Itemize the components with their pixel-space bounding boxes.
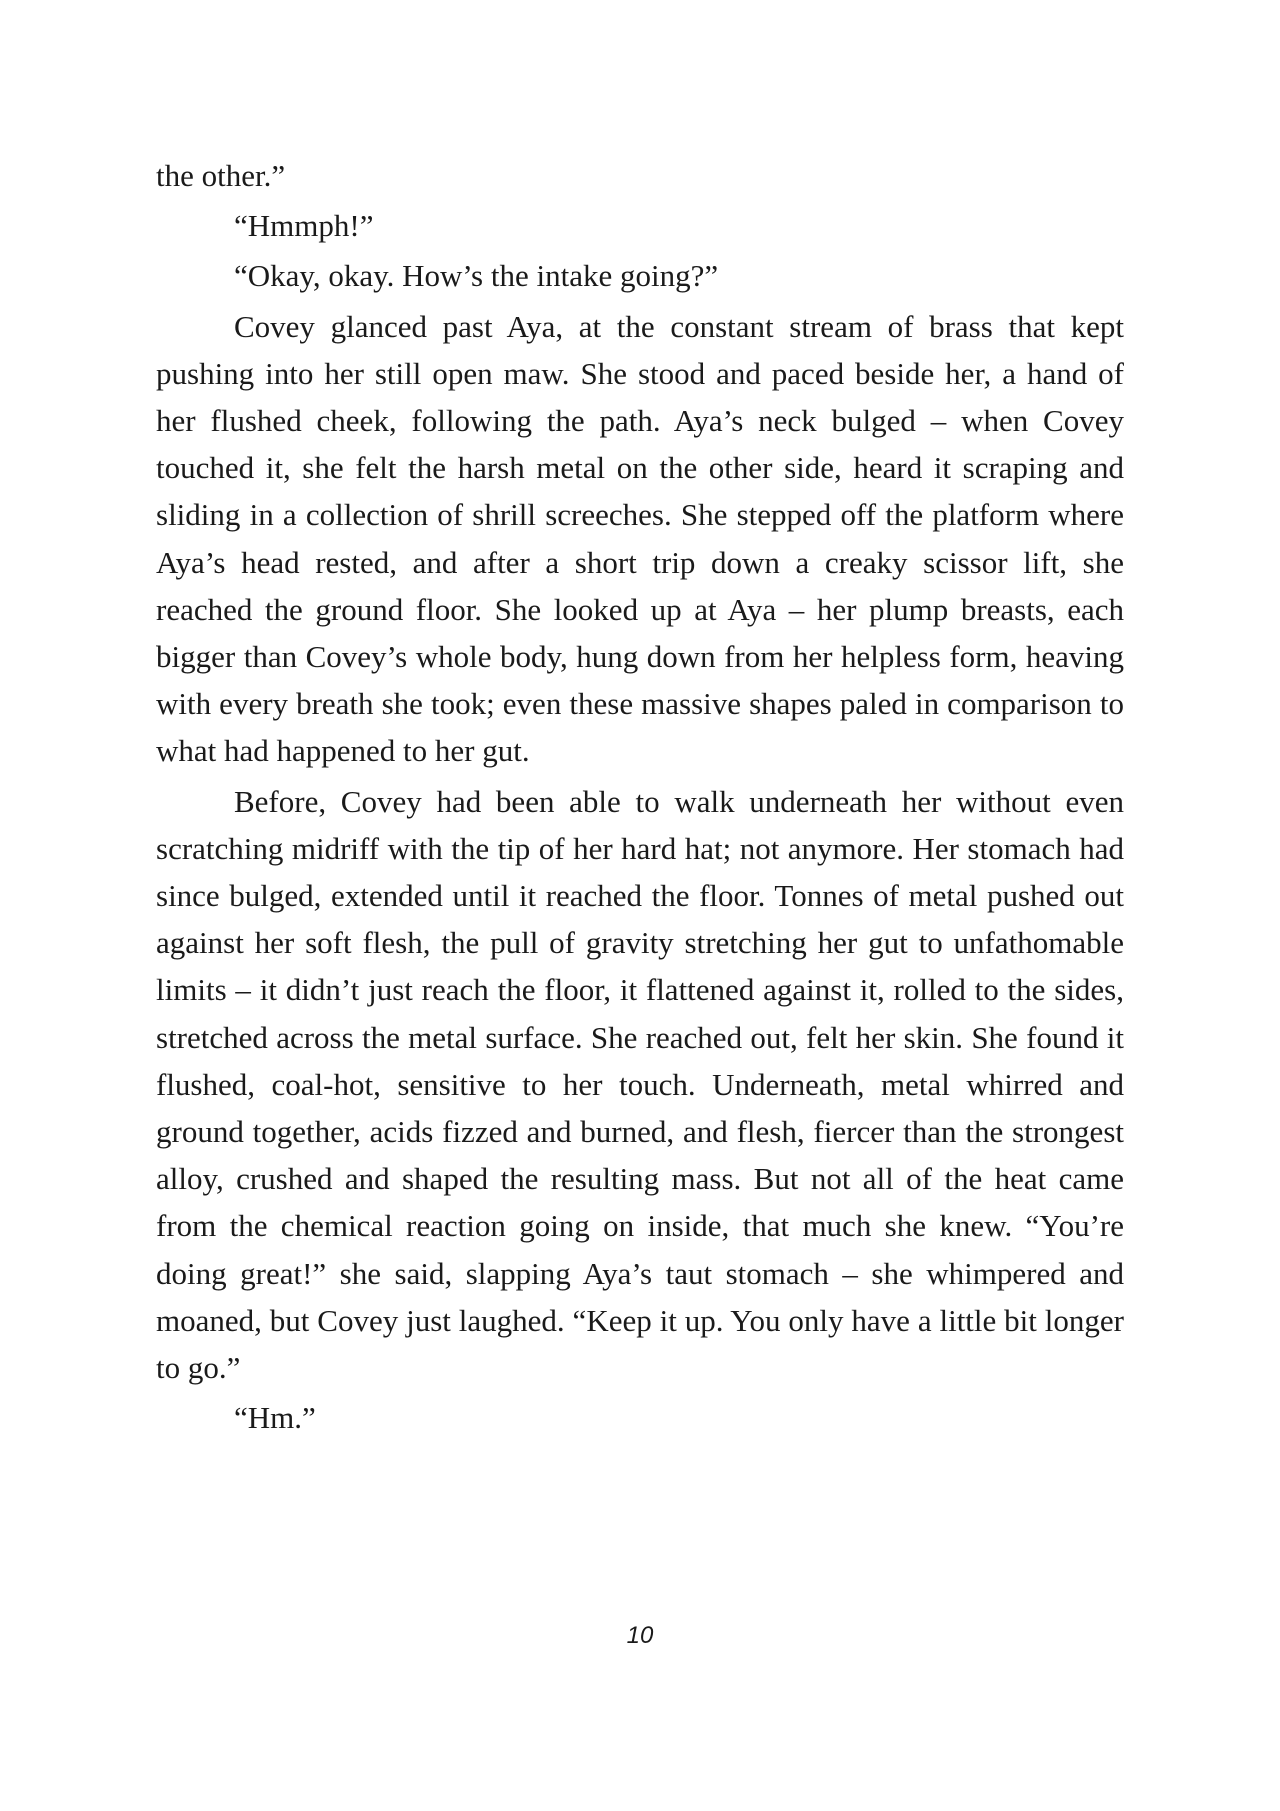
paragraph-before-covey: Before, Covey had been able to walk underneath her without even scratching midriff with the tip of her hard hat; not anymore. Her stomach had since bulged, extended until it reached the floor. Tonnes of metal pushed out against her soft flesh, the pull of gravity stretching her gut to unfathomable limits – it didn’t just reach the floor, it flattened against it, rolled to the sides, stretched across the metal surface. She reached out, felt her skin. She found it flushed, coal-hot, sensitive to her touch. Underneath, metal whirred and ground together, acids fizzed and burned, and flesh, fiercer than the strongest alloy, crushed and shaped the resulting mass. But not all of the heat came from the chemical reaction going on inside, that much she knew. “You’re doing great!” she said, slapping Aya’s taut stomach – she whimpered and moaned, but Covey just laughed. “Keep it up. You only have a little bit longer to go.” (156, 783, 1124, 1386)
paragraph-continuation: the other.” (156, 158, 286, 193)
paragraph-covey-glanced: Covey glanced past Aya, at the constant stream of brass that kept pushing into her still open maw. She stood and paced beside her, a hand of her flushed cheek, following the path. Aya’s neck bulged – when Covey touched it, she felt the harsh metal on the other side, heard it scraping and sliding in a collection of shrill screeches. She stepped off the platform where Aya’s head rested, and after a short trip down a creaky scissor lift, she reached the ground floor. She looked up at Aya – her plump breasts, each bigger than Covey’s whole body, hung down from her helpless form, heaving with every breath she took; even these massive shapes paled in comparison to what had happened to her gut. (156, 308, 1124, 769)
paragraph-dialogue-intake: “Okay, okay. How’s the intake going?” (234, 258, 719, 294)
page-number: 10 (626, 1622, 654, 1649)
paragraph-dialogue-hm: “Hm.” (234, 1400, 316, 1436)
paragraph-dialogue-hmmph: “Hmmph!” (234, 208, 374, 244)
body-text (156, 152, 1124, 1444)
